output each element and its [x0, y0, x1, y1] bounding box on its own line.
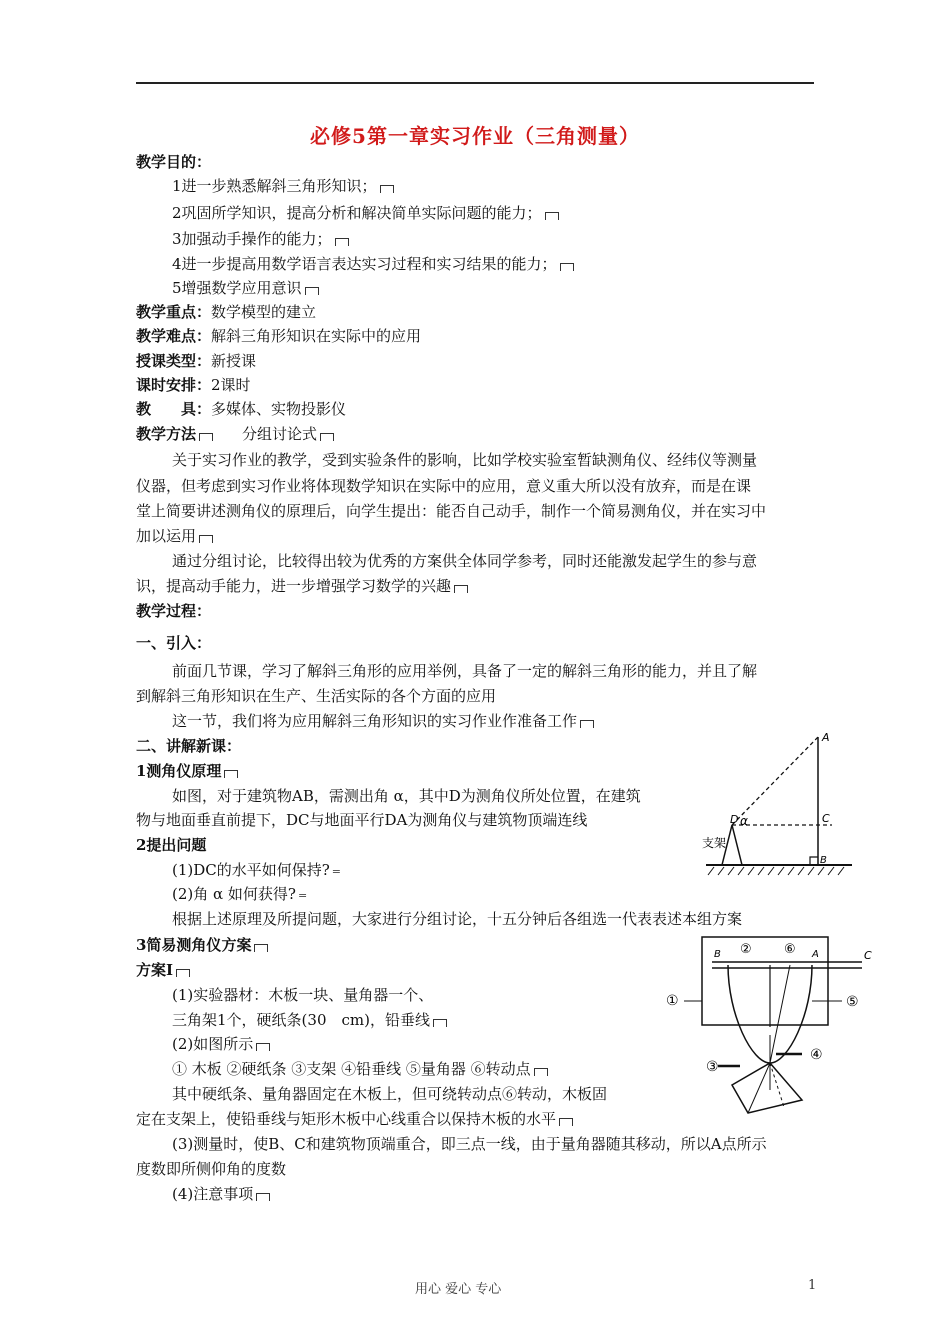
header-rule — [136, 82, 814, 84]
method-line: 教学方法 分组讨论式 — [136, 422, 334, 446]
plan1-line: 三角架1个，硬纸条(30 cm)，铅垂线 — [172, 1008, 447, 1032]
focus-line: 教学重点：数学模型的建立 — [136, 303, 317, 321]
objective-item: 5增强数学应用意识 — [172, 276, 319, 300]
label-B: B — [714, 949, 721, 960]
label-stand: 支架 — [702, 836, 727, 850]
plan1-line: (2)如图所示 — [172, 1032, 270, 1056]
section-1-line: 到解斜三角形知识在生产、生活实际的各个方面的应用 — [136, 687, 497, 705]
question-item: (1)DC的水平如何保持? = — [172, 861, 342, 879]
page-title: 必修5第一章实习作业（三角测量） — [310, 124, 640, 148]
process-heading: 教学过程： — [136, 602, 212, 620]
question-line: 根据上述原理及所提问题，大家进行分组讨论，十五分钟后各组选一代表表述本组方案 — [172, 910, 743, 928]
plan1-line: (1)实验器材：木板一块、量角器一个、 — [172, 986, 434, 1004]
objective-item: 3加强动手操作的能力； — [172, 227, 349, 251]
label-3: ③ — [706, 1059, 719, 1075]
question-item: (2)角 α 如何获得? = — [172, 885, 308, 903]
figure-angle-principle — [700, 725, 860, 885]
label-5: ⑤ — [846, 994, 859, 1010]
plan1-line: 其中硬纸条、量角器固定在木板上，但可绕转动点⑥转动，木板固 — [172, 1085, 608, 1103]
plan-heading: 3简易测角仪方案 — [136, 933, 268, 957]
label-C: C — [864, 949, 872, 962]
plan1-line: (3)测量时，使B、C和建筑物顶端重合，即三点一线，由于量角器随其移动，所以A点所示 — [172, 1135, 767, 1153]
label-A: A — [822, 731, 830, 744]
principle-line: 物与地面垂直前提下，DC与地面平行DA为测角仪与建筑物顶端连线 — [136, 811, 588, 829]
principle-heading: 1测角仪原理 — [136, 759, 238, 783]
objective-item: 2巩固所学知识，提高分析和解决简单实际问题的能力； — [172, 201, 559, 225]
question-heading: 2提出问题 — [136, 836, 207, 854]
label-2: ② — [740, 942, 752, 957]
intro-line: 通过分组讨论，比较得出较为优秀的方案供全体同学参考，同时还能激发起学生的参与意 — [172, 552, 758, 570]
label-C: C — [822, 812, 830, 825]
label-alpha: α — [740, 814, 748, 828]
plan1-heading: 方案Ⅰ — [136, 958, 190, 982]
label-B: B — [820, 855, 827, 866]
objective-item: 1进一步熟悉解斜三角形知识； — [172, 174, 394, 198]
intro-line: 关于实习作业的教学，受到实验条件的影响，比如学校实验室暂缺测角仪、经纬仪等测量 — [172, 451, 758, 469]
plan1-line: 定在支架上，使铅垂线与矩形木板中心线重合以保持木板的水平 — [136, 1107, 573, 1131]
plan1-parts: ① 木板 ②硬纸条 ③支架 ④铅垂线 ⑤量角器 ⑥转动点 — [172, 1057, 548, 1081]
label-1: ① — [666, 993, 679, 1009]
type-line: 授课类型：新授课 — [136, 352, 257, 370]
section-1-heading: 一、引入： — [136, 634, 212, 652]
section-2-heading: 二、讲解新课： — [136, 737, 242, 755]
intro-line: 加以运用 — [136, 524, 213, 548]
label-A: A — [812, 949, 819, 960]
figure-angle-gauge — [662, 935, 882, 1125]
label-D: D — [730, 813, 739, 826]
difficulty-line: 教学难点：解斜三角形知识在实际中的应用 — [136, 327, 422, 345]
hours-line: 课时安排：2课时 — [136, 376, 251, 394]
intro-line: 识，提高动手能力，进一步增强学习数学的兴趣 — [136, 574, 468, 598]
section-1-line: 这一节，我们将为应用解斜三角形知识的实习作业作准备工作 — [172, 709, 594, 733]
intro-line: 堂上简要讲述测角仪的原理后，向学生提出：能否自己动手，制作一个简易测角仪，并在实习中 — [136, 502, 767, 520]
plan1-line: 度数即所侧仰角的度数 — [136, 1160, 287, 1178]
tools-line: 教 具：多媒体、实物投影仪 — [136, 400, 347, 418]
intro-line: 仪器，但考虑到实习作业将体现数学知识在实际中的应用，意义重大所以没有放弃，而是在课 — [136, 477, 752, 495]
plan1-line: (4)注意事项 — [172, 1182, 270, 1206]
footer-motto: 用心 爱心 专心 — [415, 1282, 502, 1297]
principle-line: 如图，对于建筑物AB，需测出角 α，其中D为测角仪所处位置，在建筑 — [172, 787, 641, 805]
page-number: 1 — [808, 1278, 817, 1293]
section-1-line: 前面几节课，学习了解斜三角形的应用举例，具备了一定的解斜三角形的能力，并且了解 — [172, 662, 758, 680]
label-6: ⑥ — [784, 942, 796, 957]
objectives-heading: 教学目的： — [136, 153, 212, 171]
objective-item: 4进一步提高用数学语言表达实习过程和实习结果的能力； — [172, 252, 574, 276]
label-4: ④ — [810, 1047, 823, 1063]
